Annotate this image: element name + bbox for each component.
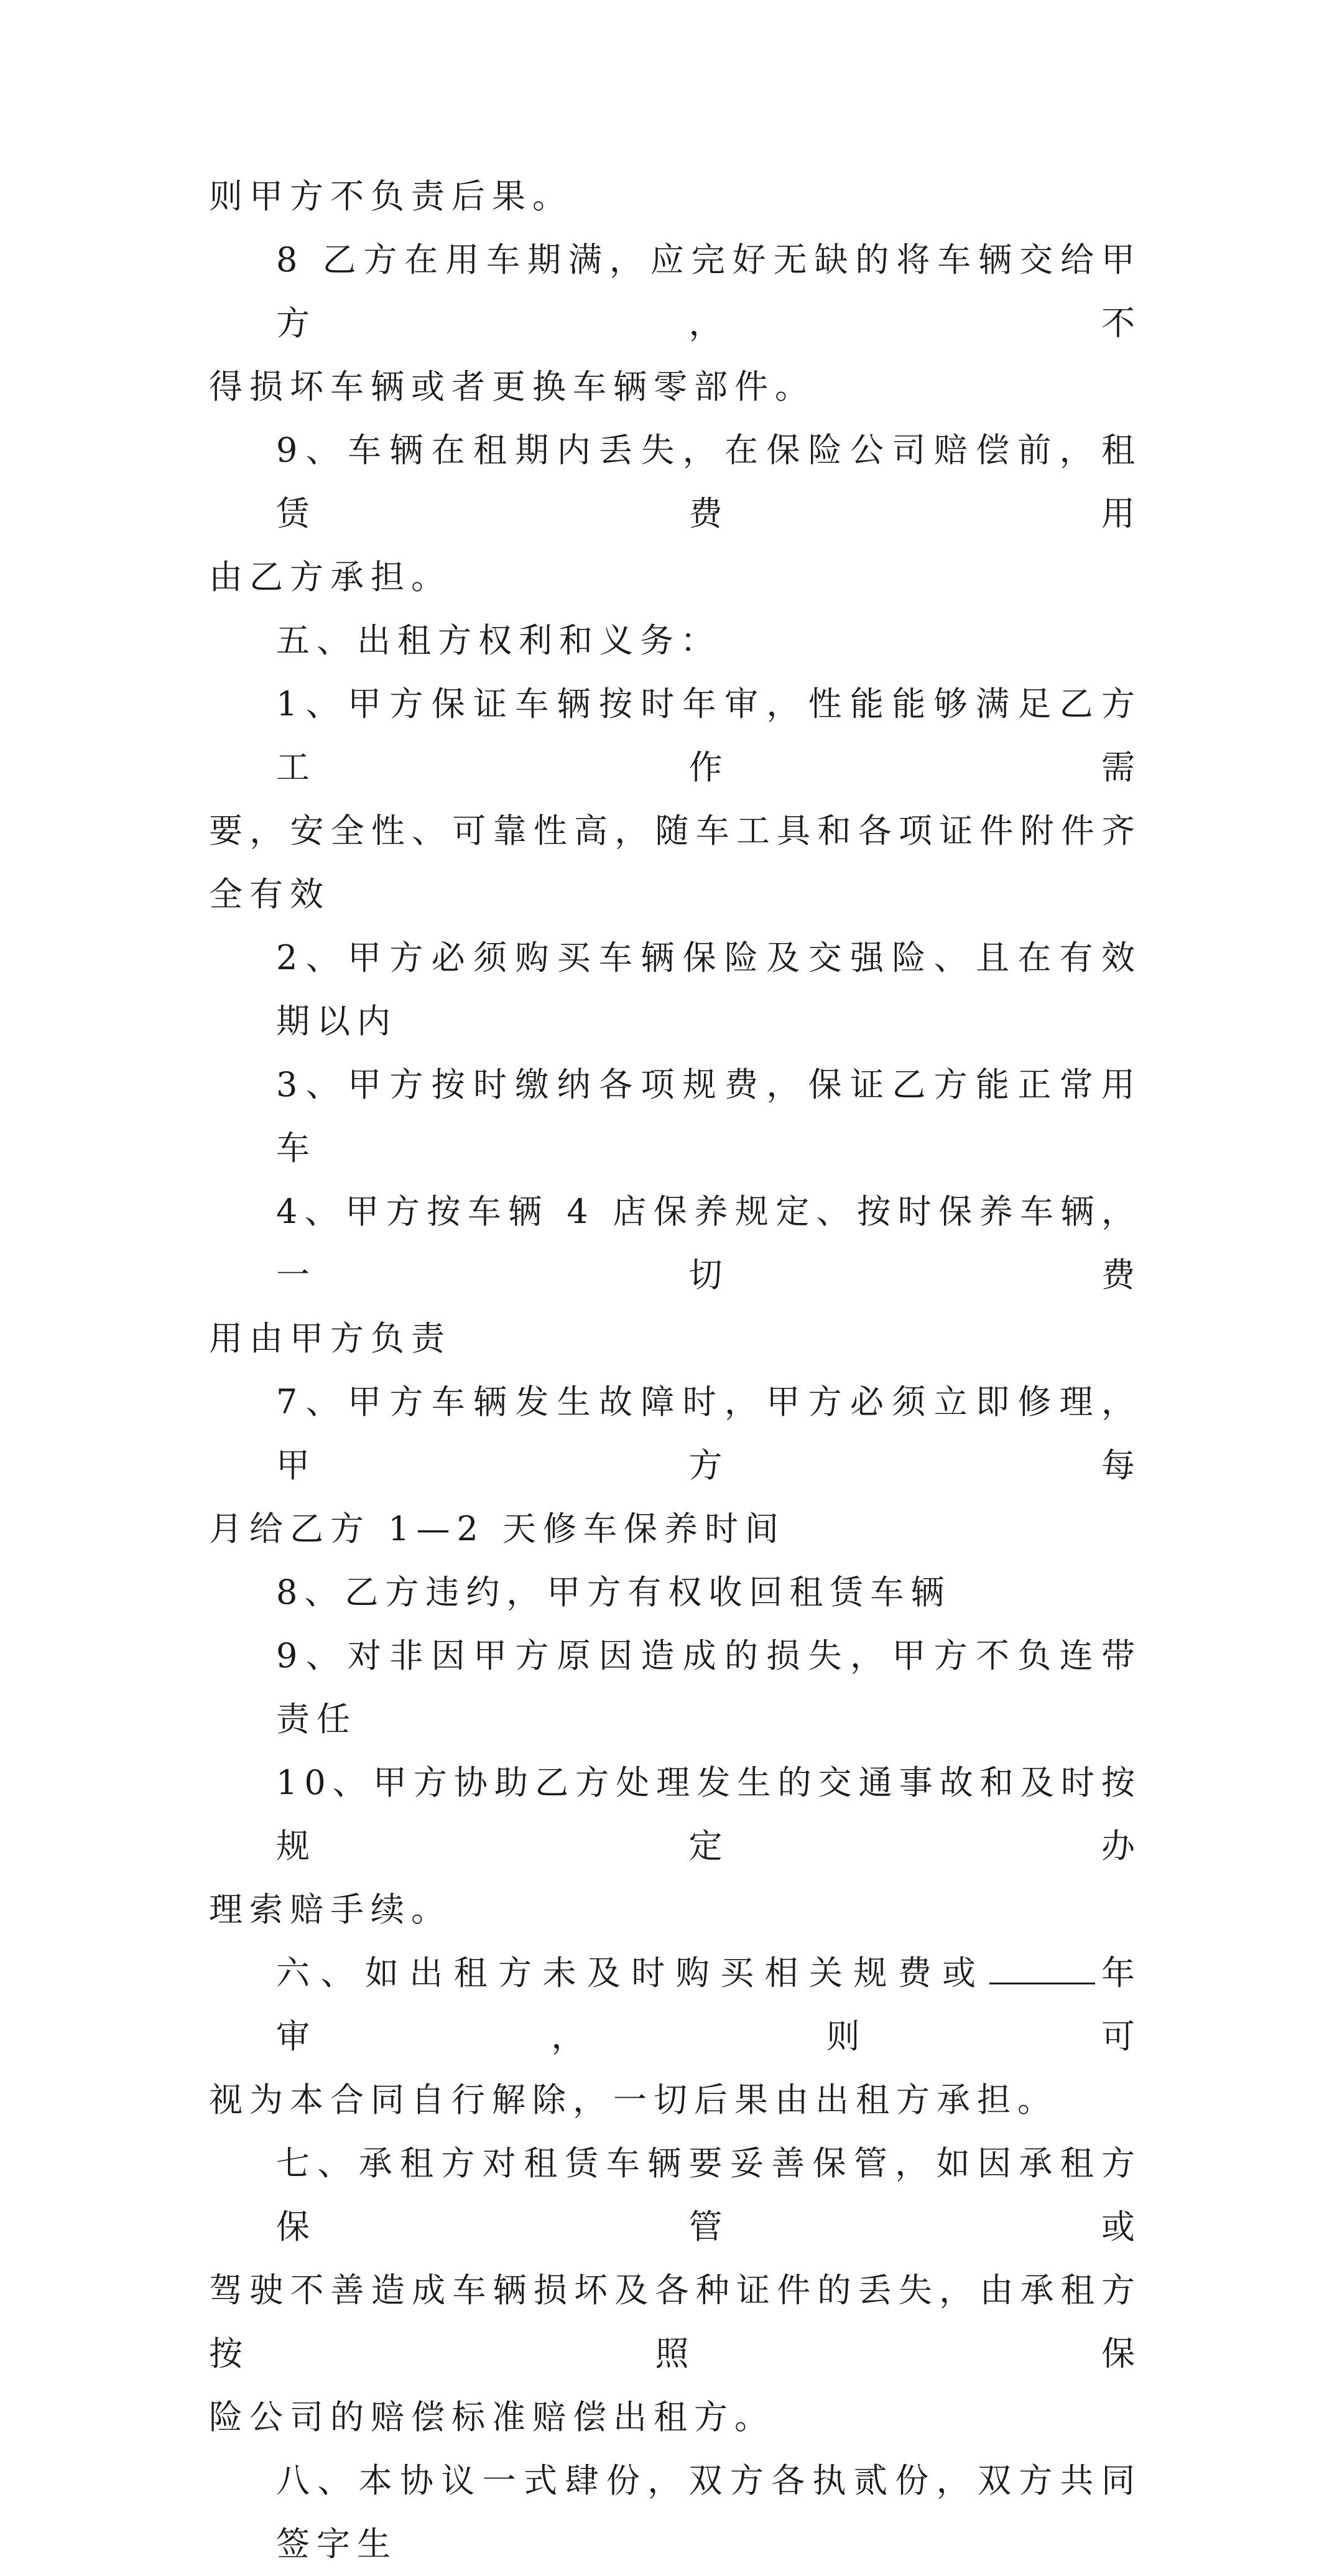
text-line: 则甲方不负责后果。 [209, 177, 573, 216]
text-line: 4、甲方按车辆 4 店保养规定、按时保养车辆，一切费 [276, 1192, 1142, 1295]
text-line: 视为本合同自行解除，一切后果由出租方承担。 [209, 2080, 1058, 2119]
paragraph [209, 1370, 1142, 1561]
text-segment: 年审，则可 [276, 1953, 1142, 2056]
paragraph [209, 2449, 1142, 2576]
text-line: 10、甲方协助乙方处理发生的交通事故和及时按规定办 [276, 1763, 1142, 1866]
fill-in-blank[interactable] [989, 1955, 1095, 1984]
paragraph [209, 228, 1142, 419]
text-line: 要，安全性、可靠性高，随车工具和各项证件附件齐全有效 [209, 811, 1142, 914]
text-line: 8 乙方在用车期满，应完好无缺的将车辆交给甲方，不 [276, 240, 1142, 343]
text-line [209, 1941, 1142, 2068]
paragraph [209, 1941, 1142, 2132]
text-line: 8、乙方违约，甲方有权收回租赁车辆 [276, 1573, 951, 1612]
text-line: 八、本协议一式肆份，双方各执贰份，双方共同签字生 [276, 2461, 1142, 2564]
paragraph [209, 1624, 1142, 1751]
document-body [209, 165, 1142, 2576]
paragraph [209, 419, 1142, 609]
text-line: 五、出租方权利和义务： [276, 621, 721, 660]
text-line: 用由甲方负责 [209, 1319, 451, 1358]
text-line: 2、甲方必须购买车辆保险及交强险、且在有效期以内 [276, 938, 1142, 1041]
paragraph [209, 609, 1142, 672]
text-line: 1、甲方保证车辆按时年审，性能能够满足乙方工作需 [276, 684, 1142, 787]
text-line: 七、承租方对租赁车辆要妥善保管，如因承租方保管或 [276, 2144, 1142, 2246]
paragraph [209, 1053, 1142, 1180]
paragraph [209, 1561, 1142, 1624]
text-line: 月给乙方 1—2 天修车保养时间 [209, 1509, 786, 1548]
paragraph [209, 1180, 1142, 1370]
text-line: 3、甲方按时缴纳各项规费，保证乙方能正常用车 [276, 1065, 1142, 1168]
text-line: 驾驶不善造成车辆损坏及各种证件的丢失，由承租方按照保 [209, 2271, 1142, 2373]
text-line: 理索赔手续。 [209, 1890, 451, 1929]
paragraph [209, 926, 1142, 1053]
paragraph [209, 2132, 1142, 2449]
text-line: 险公司的赔偿标准赔偿出租方。 [209, 2397, 775, 2437]
text-line: 7、甲方车辆发生故障时，甲方必须立即修理，甲方每 [276, 1382, 1142, 1485]
paragraph [209, 1751, 1142, 1941]
text-line: 得损坏车辆或者更换车辆零部件。 [209, 367, 815, 406]
text-line: 由乙方承担。 [209, 557, 451, 597]
paragraph [209, 672, 1142, 926]
paragraph [209, 165, 1142, 228]
text-line: 9、对非因甲方原因造成的损失，甲方不负连带责任 [276, 1636, 1142, 1739]
text-segment: 六、如出租方未及时购买相关规费或 [276, 1953, 987, 1992]
text-line: 9、车辆在租期内丢失，在保险公司赔偿前，租赁费用 [276, 430, 1142, 533]
